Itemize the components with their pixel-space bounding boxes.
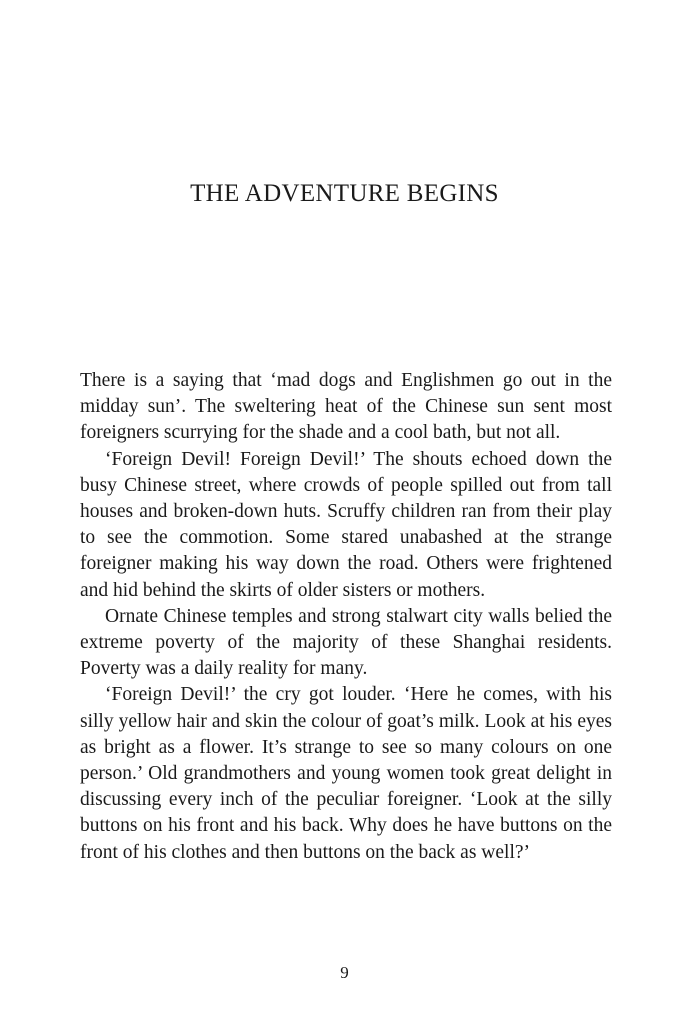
- chapter-title: THE ADVENTURE BEGINS: [190, 180, 499, 207]
- page-number: 9: [340, 963, 349, 982]
- paragraph: Ornate Chinese temples and strong stalwart city walls belied the extreme poverty of the majority of these Shanghai residents. Poverty was a daily reality for many.: [80, 605, 612, 680]
- paragraph: ‘Foreign Devil! Foreign Devil!’ The shouts echoed down the busy Chinese street, where crowds of people spilled out from tall houses and broken-down huts. Scruffy children ran from their play to see the commotion. Some stared unabashed at the strange foreigner making his way down the road. Others were frightened and hid behind the skirts of older sisters or mothers.: [80, 448, 612, 601]
- paragraph: ‘Foreign Devil!’ the cry got louder. ‘Here he comes, with his silly yellow hair and skin the colour of goat’s milk. Look at his eyes as bright as a flower. It’s strange to see so many colours on one person.’ Old grandmothers and young women took great delight in discussing every inch of the peculiar foreigner. ‘Look at the silly buttons on his front and his back. Why does he have buttons on the front of his clothes and then buttons on the back as well?’: [80, 684, 612, 863]
- chapter-body: [80, 368, 612, 866]
- paragraph: There is a saying that ‘mad dogs and Englishmen go out in the midday sun’. The sweltering heat of the Chinese sun sent most foreigners scurrying for the shade and a cool bath, but not all.: [80, 370, 612, 444]
